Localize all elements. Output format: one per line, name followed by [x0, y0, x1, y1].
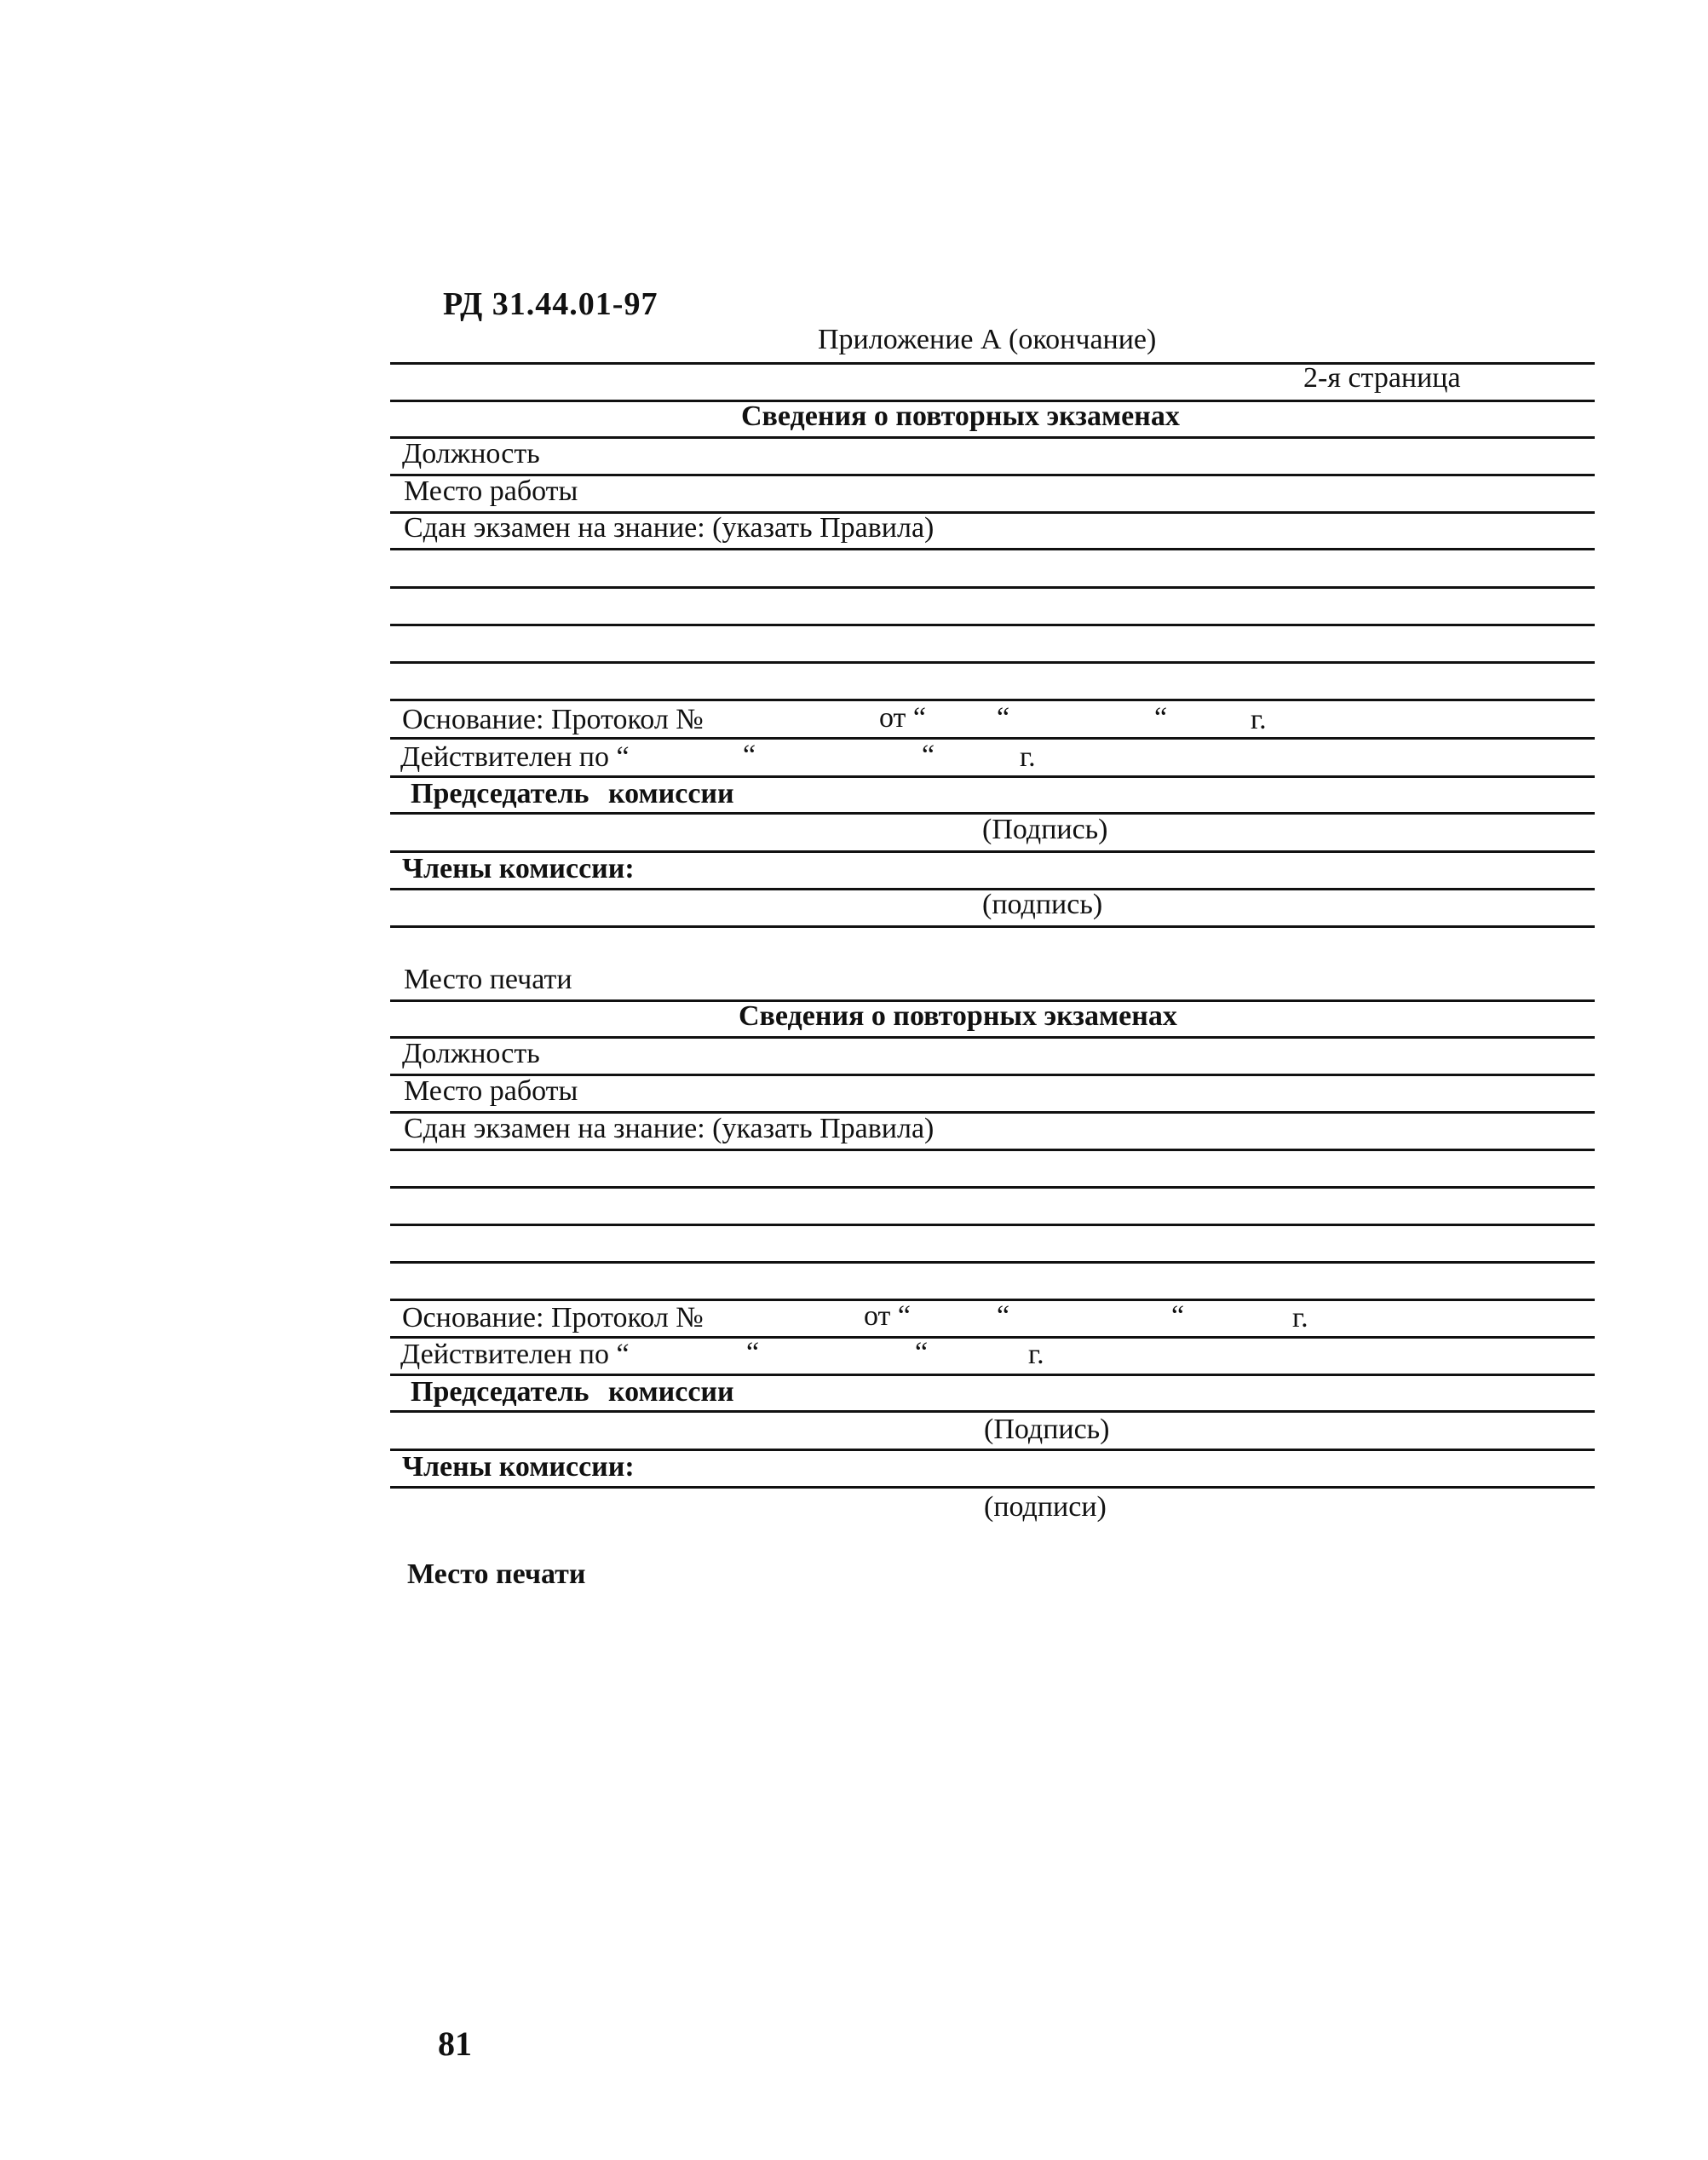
- rule-line: [390, 1486, 1595, 1489]
- rule-line: [390, 1186, 1595, 1189]
- rule-line: [390, 737, 1595, 740]
- exam-label: Сдан экзамен на знание: (указать Правила): [404, 1113, 935, 1144]
- members-label: Члены комиссии:: [402, 853, 635, 884]
- valid-until-label: Действителен по “: [400, 1339, 630, 1370]
- date-quote-open: “: [997, 702, 1010, 734]
- valid-until-label: Действителен по “: [400, 741, 630, 773]
- chairman-label: Председатель комиссии: [411, 778, 734, 809]
- chairman-signature: (Подпись): [982, 814, 1108, 845]
- appendix-title: Приложение А (окончание): [818, 324, 1157, 355]
- page-number: 81: [438, 2025, 472, 2063]
- date-year-label: г.: [1292, 1302, 1308, 1333]
- members-signature: (подпись): [982, 889, 1103, 920]
- rule-line: [390, 1261, 1595, 1264]
- rule-line: [390, 699, 1595, 701]
- date-from-label: от “: [879, 702, 927, 734]
- page-label: 2-я страница: [1303, 362, 1461, 394]
- workplace-label: Место работы: [404, 475, 578, 507]
- section-heading: Сведения о повторных экзаменах: [739, 1000, 1177, 1032]
- rule-line: [390, 661, 1595, 664]
- valid-quote-open: “: [746, 1337, 760, 1368]
- members-label: Члены комиссии:: [402, 1451, 635, 1483]
- date-year-label: г.: [1251, 704, 1267, 735]
- rule-line: [390, 1299, 1595, 1301]
- position-label: Должность: [402, 1038, 540, 1069]
- rule-line: [390, 925, 1595, 928]
- rule-line: [390, 436, 1595, 439]
- rule-line: [390, 548, 1595, 550]
- exam-label: Сдан экзамен на знание: (указать Правила): [404, 512, 935, 544]
- valid-quote-close: “: [915, 1337, 929, 1368]
- chairman-signature: (Подпись): [984, 1414, 1110, 1445]
- section-heading: Сведения о повторных экзаменах: [741, 400, 1180, 432]
- valid-quote-close: “: [922, 740, 935, 771]
- seal-place-label: Место печати: [404, 964, 572, 995]
- date-from-label: от “: [864, 1300, 912, 1332]
- rule-line: [390, 1036, 1595, 1039]
- document-code: РД 31.44.01-97: [443, 286, 658, 322]
- position-label: Должность: [402, 438, 540, 469]
- valid-year-label: г.: [1020, 741, 1036, 773]
- date-quote-close: “: [1154, 702, 1168, 734]
- rule-line: [390, 1410, 1595, 1413]
- basis-label: Основание: Протокол №: [402, 1302, 704, 1333]
- seal-place-label: Место печати: [407, 1558, 586, 1590]
- valid-quote-open: “: [743, 740, 756, 771]
- members-signature: (подписи): [984, 1491, 1107, 1523]
- date-quote-open: “: [997, 1300, 1010, 1332]
- rule-line: [390, 586, 1595, 589]
- date-quote-close: “: [1171, 1300, 1185, 1332]
- valid-year-label: г.: [1028, 1339, 1044, 1370]
- rule-line: [390, 624, 1595, 626]
- rule-line: [390, 1224, 1595, 1226]
- basis-label: Основание: Протокол №: [402, 704, 704, 735]
- chairman-label: Председатель комиссии: [411, 1376, 734, 1408]
- rule-line: [390, 1149, 1595, 1151]
- workplace-label: Место работы: [404, 1075, 578, 1107]
